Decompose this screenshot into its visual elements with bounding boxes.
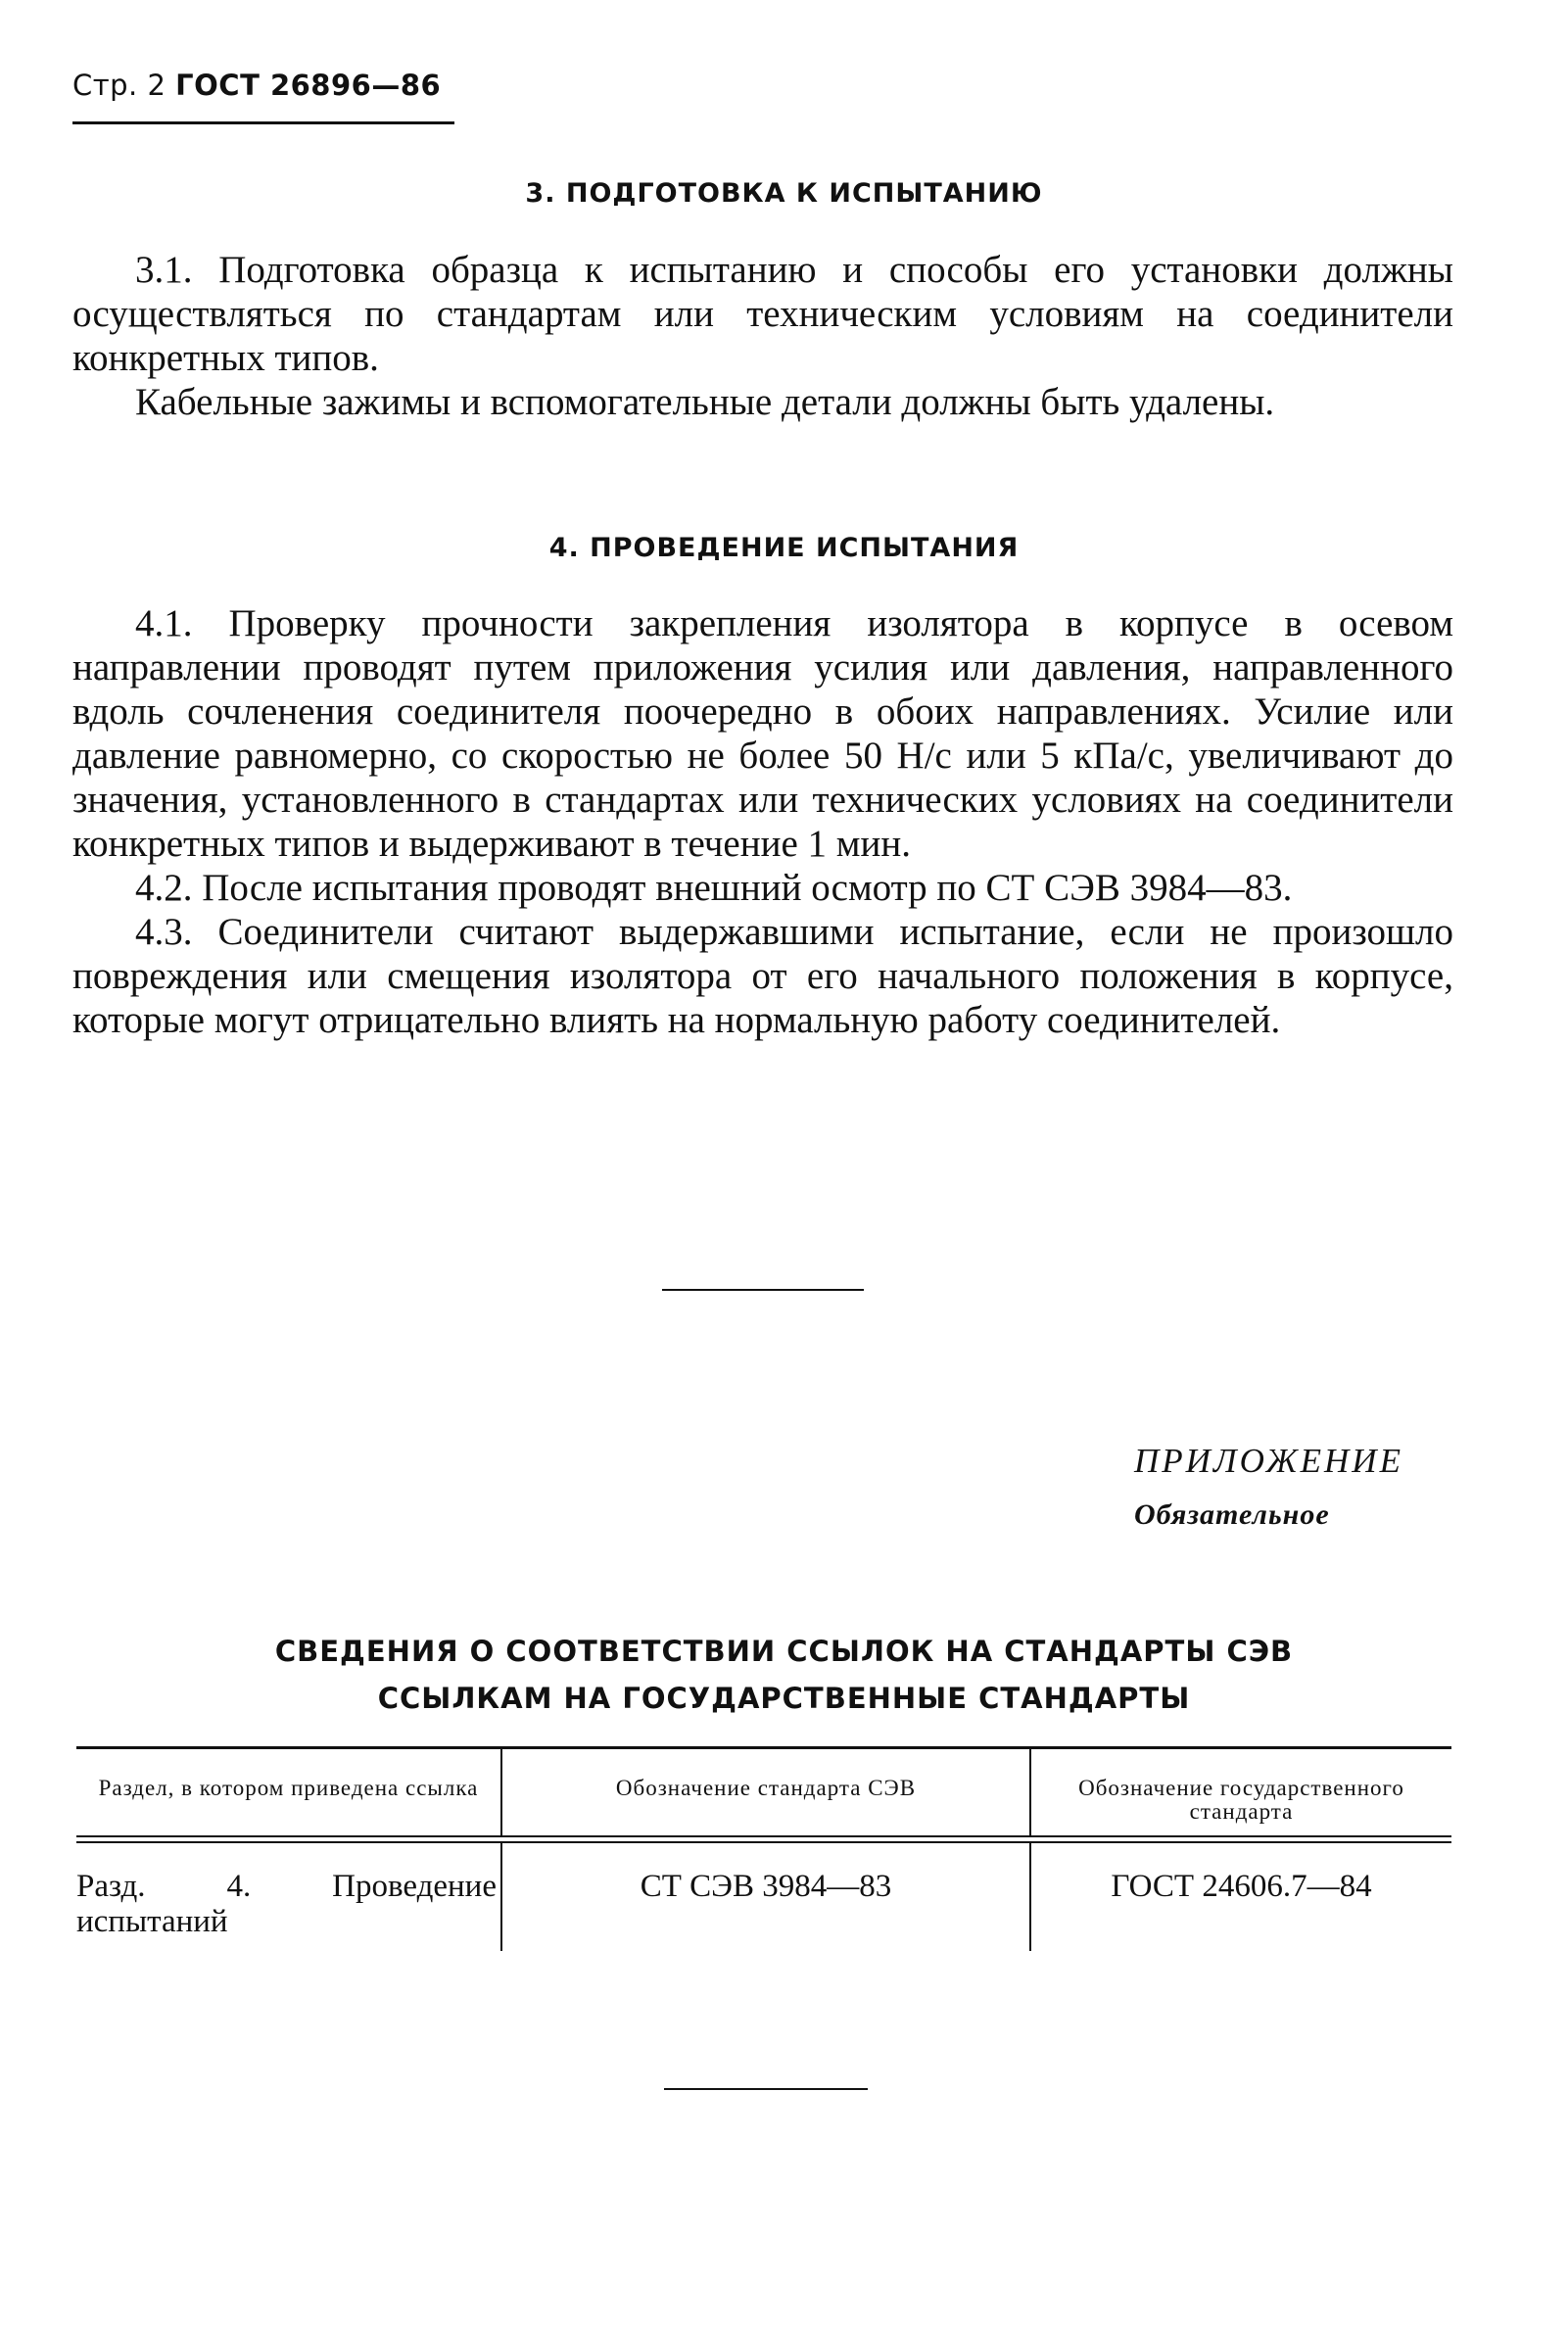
end-of-page-rule xyxy=(664,2088,868,2090)
header-state-standard: Обозначение государственного стандарта xyxy=(1078,1776,1404,1824)
section-3-heading: 3. ПОДГОТОВКА К ИСПЫТАНИЮ xyxy=(525,178,1043,209)
paragraph-3-1: 3.1. Подготовка образца к испытанию и способы его установки должны осуществляться по стандартам или техническим условиям на соединители конкретных типов. xyxy=(72,249,1453,379)
standard-number: ГОСТ 26896—86 xyxy=(175,69,442,102)
cell-state-standard: ГОСТ 24606.7—84 xyxy=(1111,1869,1372,1904)
reference-table xyxy=(76,1746,1451,1951)
table-title-line-1: СВЕДЕНИЯ О СООТВЕТСТВИИ ССЫЛОК НА СТАНДАРТЫ СЭВ xyxy=(274,1635,1294,1668)
table-header-row xyxy=(76,1749,1451,1835)
paragraph-4-3: 4.3. Соединители считают выдержавшими испытание, если не произошло повреждения или смещения изолятора от его начального положения в корпусе, которые могут отрицательно влиять на нормальную работу соединителей. xyxy=(72,911,1453,1041)
section-4-heading: 4. ПРОВЕДЕНИЕ ИСПЫТАНИЯ xyxy=(548,533,1020,563)
appendix-title: ПРИЛОЖЕНИЕ xyxy=(1134,1442,1403,1480)
appendix-subtitle: Обязательное xyxy=(1134,1498,1330,1531)
cell-section: Разд. 4. Проведение испытаний xyxy=(76,1843,502,1951)
table-title xyxy=(0,1628,1568,1722)
paragraph-4-1: 4.1. Проверку прочности закрепления изолятора в корпусе в осевом направлении проводят путем приложения усилия или давления, направленного вдоль сочленения соединителя поочередно в обоих направлениях. Усилие или давление равномерно, со скоростью не более 50 Н/с или 5 кПа/с, увеличивают до значения, установленного в стандартах или технических условиях на соединители конкретных типов и выдерживают в течение 1 мин. xyxy=(72,602,1453,865)
table-header-rule xyxy=(76,1835,1451,1843)
table-title-line-2: ССЫЛКАМ НА ГОСУДАРСТВЕННЫЕ СТАНДАРТЫ xyxy=(377,1682,1191,1715)
table-row xyxy=(76,1843,1451,1951)
section-4-body xyxy=(72,601,1453,1042)
page-header xyxy=(72,69,441,102)
page-number: Стр. 2 xyxy=(72,69,166,102)
header-cmea-standard: Обозначение стандарта СЭВ xyxy=(502,1749,1031,1835)
section-3-body xyxy=(72,248,1453,424)
end-of-text-rule xyxy=(662,1289,864,1291)
paragraph-4-2: 4.2. После испытания проводят внешний осмотр по СТ СЭВ 3984—83. xyxy=(135,867,1293,909)
header-rule xyxy=(72,121,454,124)
header-section: Раздел, в котором приведена ссылка xyxy=(76,1749,502,1835)
paragraph-3-1-note: Кабельные зажимы и вспомогательные детали должны быть удалены. xyxy=(135,381,1275,423)
cell-cmea-standard: СТ СЭВ 3984—83 xyxy=(502,1843,1031,1951)
